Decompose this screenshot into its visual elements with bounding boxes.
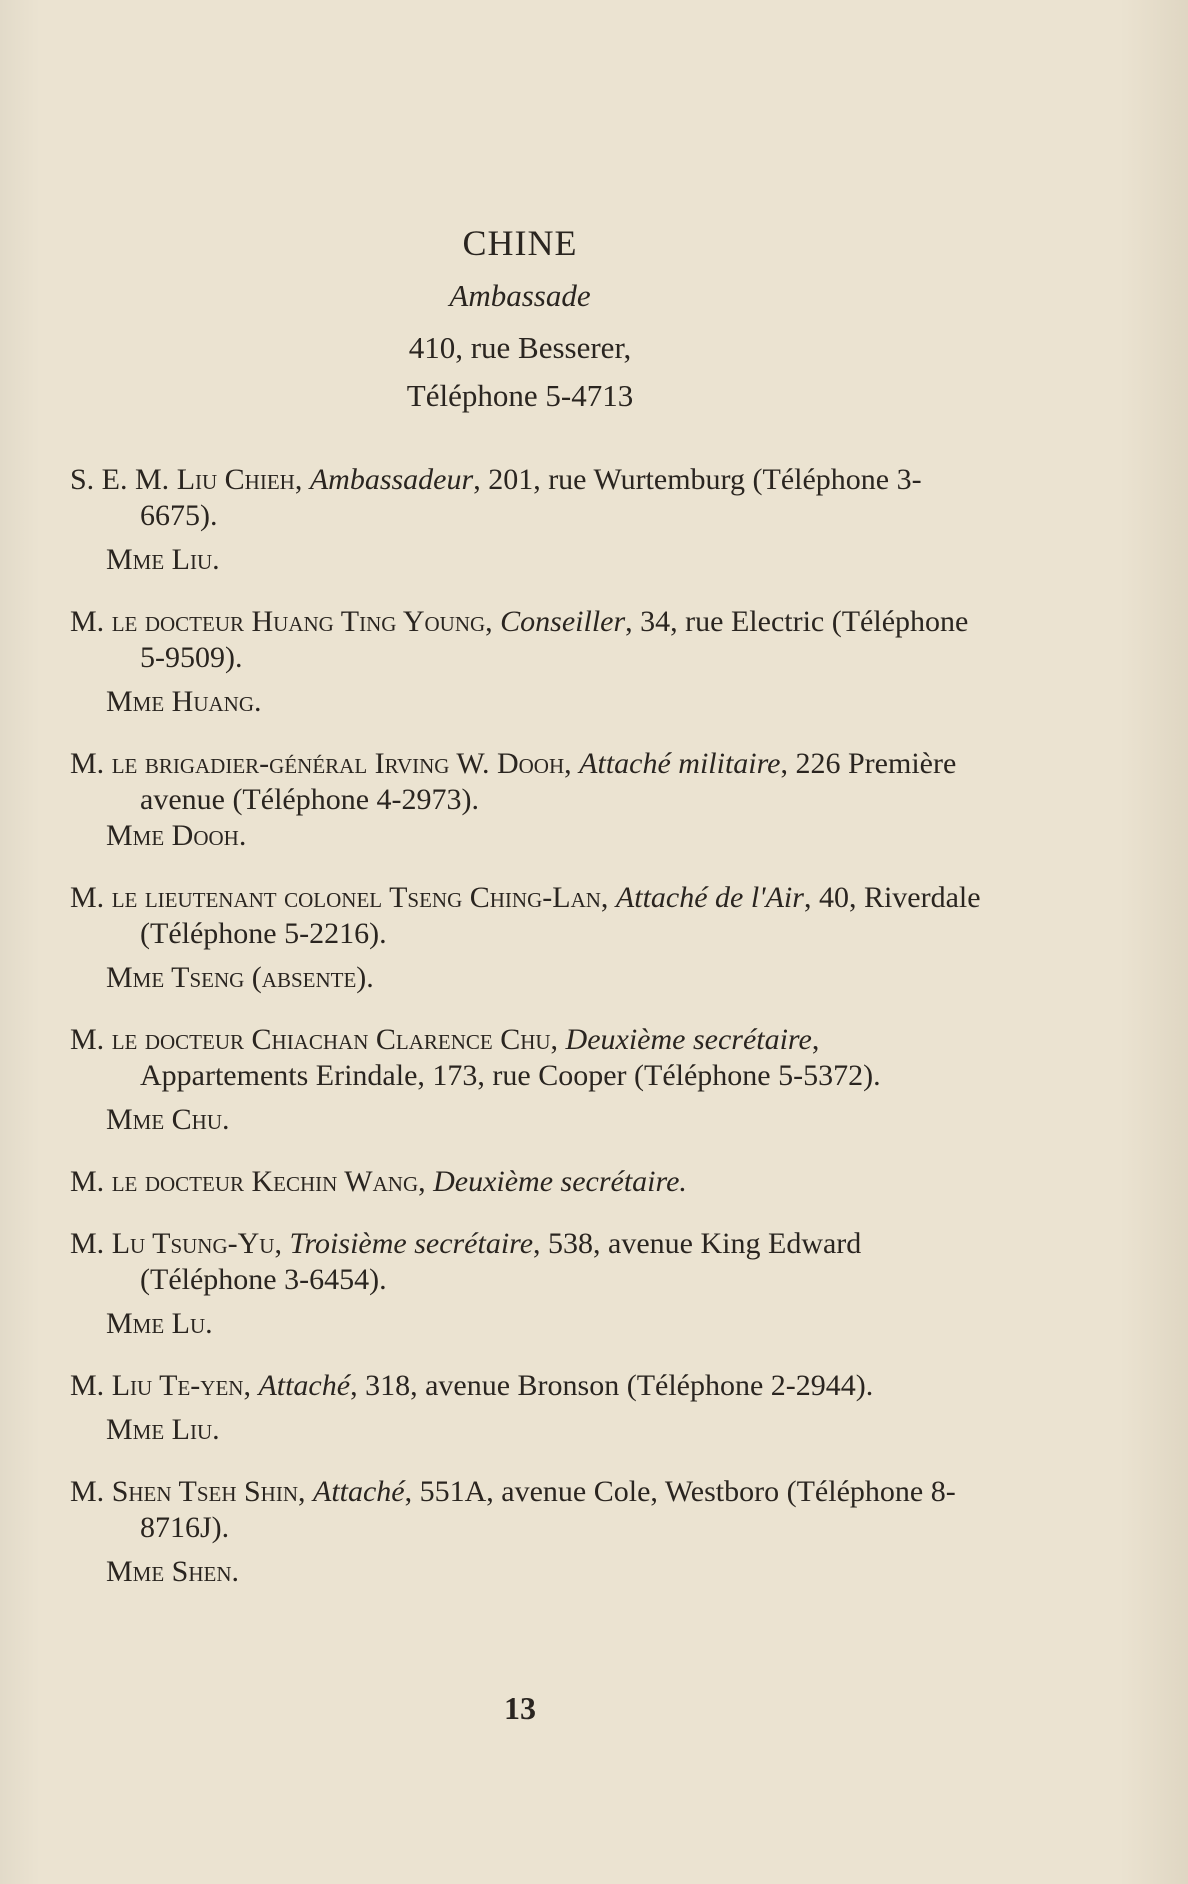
embassy-subtitle: Ambassade bbox=[449, 278, 591, 313]
entry-text: M. le lieutenant colonel Tseng Ching-Lan, Attaché de l'Air, 40, Riverdale (Téléphone 5-2216). bbox=[70, 881, 981, 950]
person-name: Kechin Wang bbox=[251, 1165, 419, 1198]
person-name: Liu Te-yen bbox=[111, 1369, 244, 1402]
person-name: Lu Tsung-Yu bbox=[111, 1227, 275, 1260]
person-rank: le brigadier-général bbox=[111, 747, 375, 780]
spouse-line: Mme Liu. bbox=[106, 1413, 220, 1446]
person-title: Deuxième secrétaire. bbox=[433, 1165, 687, 1198]
embassy-address: 410, rue Besserer, bbox=[408, 330, 632, 365]
staff-entry bbox=[70, 1474, 985, 1590]
person-name: Liu Chieh bbox=[176, 463, 295, 496]
staff-entry bbox=[70, 880, 985, 996]
staff-entry bbox=[70, 1226, 985, 1342]
staff-entry bbox=[70, 1164, 985, 1200]
country-heading: CHINE bbox=[462, 223, 578, 263]
entry-text: M. Shen Tseh Shin, Attaché, 551A, avenue Cole, Westboro (Téléphone 8-8716J). bbox=[70, 1475, 956, 1544]
page-number: 13 bbox=[504, 1690, 536, 1726]
person-rank: le lieutenant colonel bbox=[111, 881, 390, 914]
person-title: Attaché militaire bbox=[579, 747, 781, 780]
person-name: Huang Ting Young bbox=[251, 605, 486, 638]
staff-entry bbox=[70, 1022, 985, 1138]
person-title: Attaché bbox=[258, 1369, 351, 1402]
person-title: Attaché bbox=[313, 1475, 405, 1508]
person-rank: le docteur bbox=[111, 1023, 252, 1056]
embassy-phone: Téléphone 5-4713 bbox=[406, 378, 634, 413]
staff-entry bbox=[70, 1368, 985, 1448]
person-title: Attaché de l'Air bbox=[615, 881, 804, 914]
person-title: Ambassadeur bbox=[309, 463, 474, 496]
staff-entry bbox=[70, 462, 985, 578]
person-rank: le docteur bbox=[111, 605, 252, 638]
entry-text: M. Liu Te-yen, Attaché, 318, avenue Bronson (Téléphone 2-2944). bbox=[70, 1369, 874, 1402]
spouse-line: Mme Dooh. bbox=[106, 819, 247, 852]
staff-entry bbox=[70, 604, 985, 720]
entry-text: M. Lu Tsung-Yu, Troisième secrétaire, 538, avenue King Edward (Téléphone 3-6454). bbox=[70, 1227, 862, 1296]
entry-text: S. E. M. Liu Chieh, Ambassadeur, 201, rue Wurtemburg (Téléphone 3-6675). bbox=[70, 463, 922, 532]
person-name: Shen Tseh Shin bbox=[111, 1475, 298, 1508]
spouse-line: Mme Chu. bbox=[106, 1103, 230, 1136]
entry-text: M. le docteur Chiachan Clarence Chu, Deuxième secrétaire, Appartements Erindale, 173, rue Cooper (Téléphone 5-5372). bbox=[70, 1023, 881, 1092]
person-name: Irving W. Dooh bbox=[374, 747, 565, 780]
staff-entry bbox=[70, 746, 985, 854]
entry-text: M. le brigadier-général Irving W. Dooh, Attaché militaire, 226 Première avenue (Téléphone 4-2973). bbox=[70, 747, 957, 816]
spouse-line: Mme Shen. bbox=[106, 1555, 240, 1588]
spouse-line: Mme Tseng (absente). bbox=[106, 961, 374, 994]
entry-text: M. le docteur Huang Ting Young, Conseiller, 34, rue Electric (Téléphone 5-9509). bbox=[70, 605, 969, 674]
spouse-line: Mme Huang. bbox=[106, 685, 262, 718]
spouse-line: Mme Liu. bbox=[106, 543, 220, 576]
entry-text: M. le docteur Kechin Wang, Deuxième secrétaire. bbox=[70, 1165, 687, 1198]
spouse-line: Mme Lu. bbox=[106, 1307, 213, 1340]
person-title: Deuxième secrétaire bbox=[565, 1023, 812, 1056]
person-name: Chiachan Clarence Chu bbox=[251, 1023, 551, 1056]
person-title: Troisième secrétaire bbox=[289, 1227, 534, 1260]
person-rank: le docteur bbox=[111, 1165, 252, 1198]
person-title: Conseiller bbox=[500, 605, 626, 638]
person-name: Tseng Ching-Lan bbox=[389, 881, 601, 914]
staff-list bbox=[70, 462, 985, 1616]
